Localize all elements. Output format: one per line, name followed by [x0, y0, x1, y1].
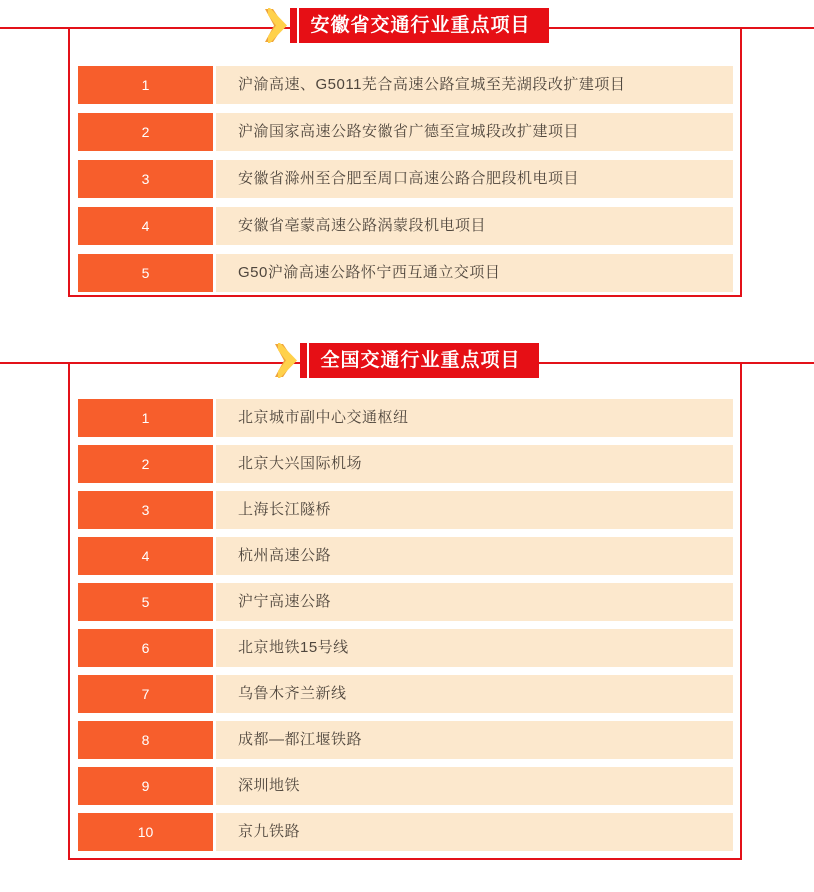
item-number-badge: 5: [78, 254, 213, 292]
list-item: [78, 767, 733, 805]
item-number-badge: 4: [78, 207, 213, 245]
list-item: [78, 113, 733, 151]
item-number-badge: 6: [78, 629, 213, 667]
item-text-bar: 安徽省亳蒙高速公路涡蒙段机电项目: [216, 207, 733, 245]
item-text-bar: 沪渝国家高速公路安徽省广德至宣城段改扩建项目: [216, 113, 733, 151]
item-text-bar: 北京地铁15号线: [216, 629, 733, 667]
item-number-badge: 7: [78, 675, 213, 713]
list-item: [78, 207, 733, 245]
item-number-badge: 1: [78, 399, 213, 437]
item-text-bar: 京九铁路: [216, 813, 733, 851]
list-item: [78, 813, 733, 851]
item-number-badge: 9: [78, 767, 213, 805]
item-number-badge: 3: [78, 160, 213, 198]
project-list: [78, 66, 733, 301]
list-item: [78, 491, 733, 529]
item-number-badge: 3: [78, 491, 213, 529]
item-number-badge: 4: [78, 537, 213, 575]
item-text-bar: 安徽省滁州至合肥至周口高速公路合肥段机电项目: [216, 160, 733, 198]
item-text-bar: 北京城市副中心交通枢纽: [216, 399, 733, 437]
section-national-projects: [0, 335, 814, 860]
item-text-bar: 杭州高速公路: [216, 537, 733, 575]
list-item: [78, 445, 733, 483]
item-text-bar: 沪渝高速、G5011芜合高速公路宣城至芜湖段改扩建项目: [216, 66, 733, 104]
item-text-bar: 深圳地铁: [216, 767, 733, 805]
list-item: [78, 721, 733, 759]
section-banner: [0, 8, 814, 43]
item-text-bar: 沪宁高速公路: [216, 583, 733, 621]
item-text-bar: 北京大兴国际机场: [216, 445, 733, 483]
item-number-badge: 8: [78, 721, 213, 759]
chevron-right-icon: [265, 8, 287, 43]
section-title: 全国交通行业重点项目: [300, 343, 538, 378]
item-number-badge: 2: [78, 445, 213, 483]
list-item: [78, 537, 733, 575]
item-text-bar: 乌鲁木齐兰新线: [216, 675, 733, 713]
list-item: [78, 254, 733, 292]
section-anhui-projects: [0, 0, 814, 297]
list-item: [78, 675, 733, 713]
item-text-bar: 上海长江隧桥: [216, 491, 733, 529]
item-number-badge: 2: [78, 113, 213, 151]
item-text-bar: G50沪渝高速公路怀宁西互通立交项目: [216, 254, 733, 292]
list-item: [78, 66, 733, 104]
section-title: 安徽省交通行业重点项目: [290, 8, 548, 43]
list-item: [78, 160, 733, 198]
chevron-right-icon: [275, 343, 297, 378]
section-banner: [0, 343, 814, 378]
list-item: [78, 583, 733, 621]
project-list: [78, 399, 733, 859]
list-item: [78, 399, 733, 437]
item-number-badge: 1: [78, 66, 213, 104]
item-text-bar: 成都—都江堰铁路: [216, 721, 733, 759]
list-item: [78, 629, 733, 667]
item-number-badge: 10: [78, 813, 213, 851]
item-number-badge: 5: [78, 583, 213, 621]
